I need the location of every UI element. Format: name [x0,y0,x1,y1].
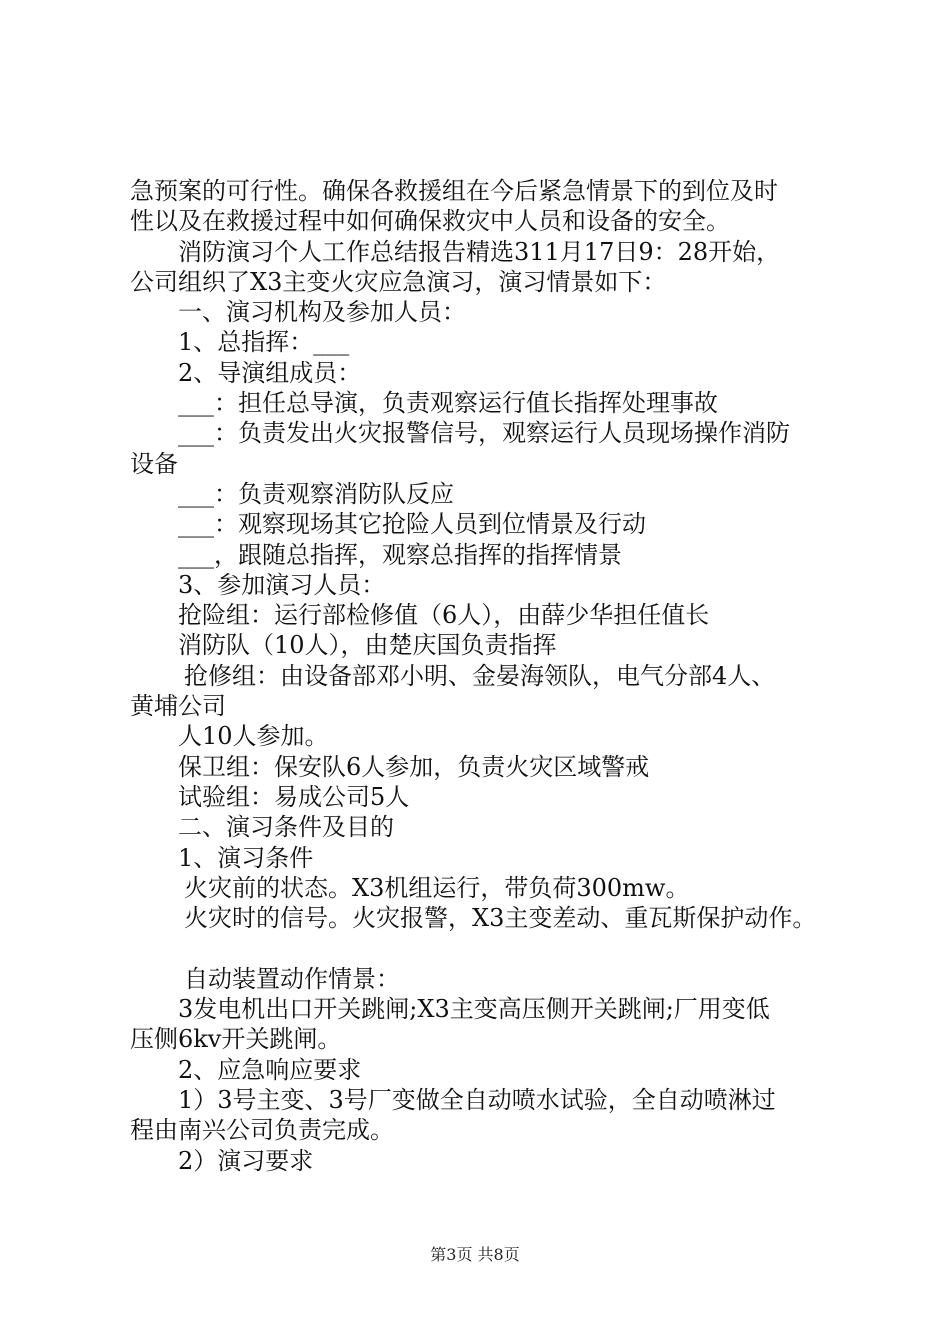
text-line: 黄埔公司 [130,692,226,721]
text-line: 抢修组：由设备部邓小明、金晏海领队，电气分部4人、 [184,661,776,690]
text-line: ___：负责观察消防队反应 [178,479,454,508]
text-line: 2、应急响应要求 [178,1055,362,1084]
section-heading: 二、演习条件及目的 [178,813,394,842]
text-line: 公司组织了X3主变火灾应急演习，演习情景如下： [130,267,667,296]
text-line: 3发电机出口开关跳闸;X3主变高压侧开关跳闸;厂用变低 [178,995,770,1024]
page-footer: 第3页 共8页 [430,1245,520,1264]
text-line: ___：负责发出火灾报警信号，观察运行人员现场操作消防 [178,419,790,448]
text-line: 人10人参加。 [178,722,329,751]
text-line: 性以及在救援过程中如何确保救灾中人员和设备的安全。 [130,207,730,236]
text-line: 消防队（10人），由楚庆国负责指挥 [178,631,557,660]
section-heading: 一、演习机构及参加人员： [178,298,466,327]
text-line: 设备 [130,449,178,478]
text-line: 急预案的可行性。确保各救援组在今后紧急情景下的到位及时 [130,177,778,205]
text-line: 火灾前的状态。X3机组运行，带负荷300mw。 [184,873,690,902]
text-line: ___：观察现场其它抢险人员到位情景及行动 [178,510,646,539]
blank-line [130,933,830,963]
text-line: 1）3号主变、3号厂变做全自动喷水试验，全自动喷淋过 [178,1085,776,1114]
text-line: 消防演习个人工作总结报告精选311月17日9：28开始， [178,237,781,266]
text-line: 2、导演组成员： [178,358,362,387]
document-body [130,176,830,1176]
text-line: 1、演习条件 [178,843,314,872]
text-line: 自动装置动作情景： [184,964,400,993]
text-line: 1、总指挥：___ [178,328,350,357]
text-line: 保卫组：保安队6人参加，负责火灾区域警戒 [178,752,650,781]
text-line: 3、参加演习人员： [178,570,386,599]
text-line: 压侧6kv开关跳闸。 [130,1025,342,1054]
text-line: 试验组：易成公司5人 [178,782,410,811]
text-line: 火灾时的信号。火灾报警，X3主变差动、重瓦斯保护动作。 [184,904,817,933]
text-line: ___：担任总导演，负责观察运行值长指挥处理事故 [178,389,718,418]
text-line: 2）演习要求 [178,1146,314,1175]
text-line: 抢险组：运行部检修值（6人），由薛少华担任值长 [178,601,710,630]
text-line: ___，跟随总指挥，观察总指挥的指挥情景 [178,540,622,569]
text-line: 程由南兴公司负责完成。 [130,1116,394,1145]
